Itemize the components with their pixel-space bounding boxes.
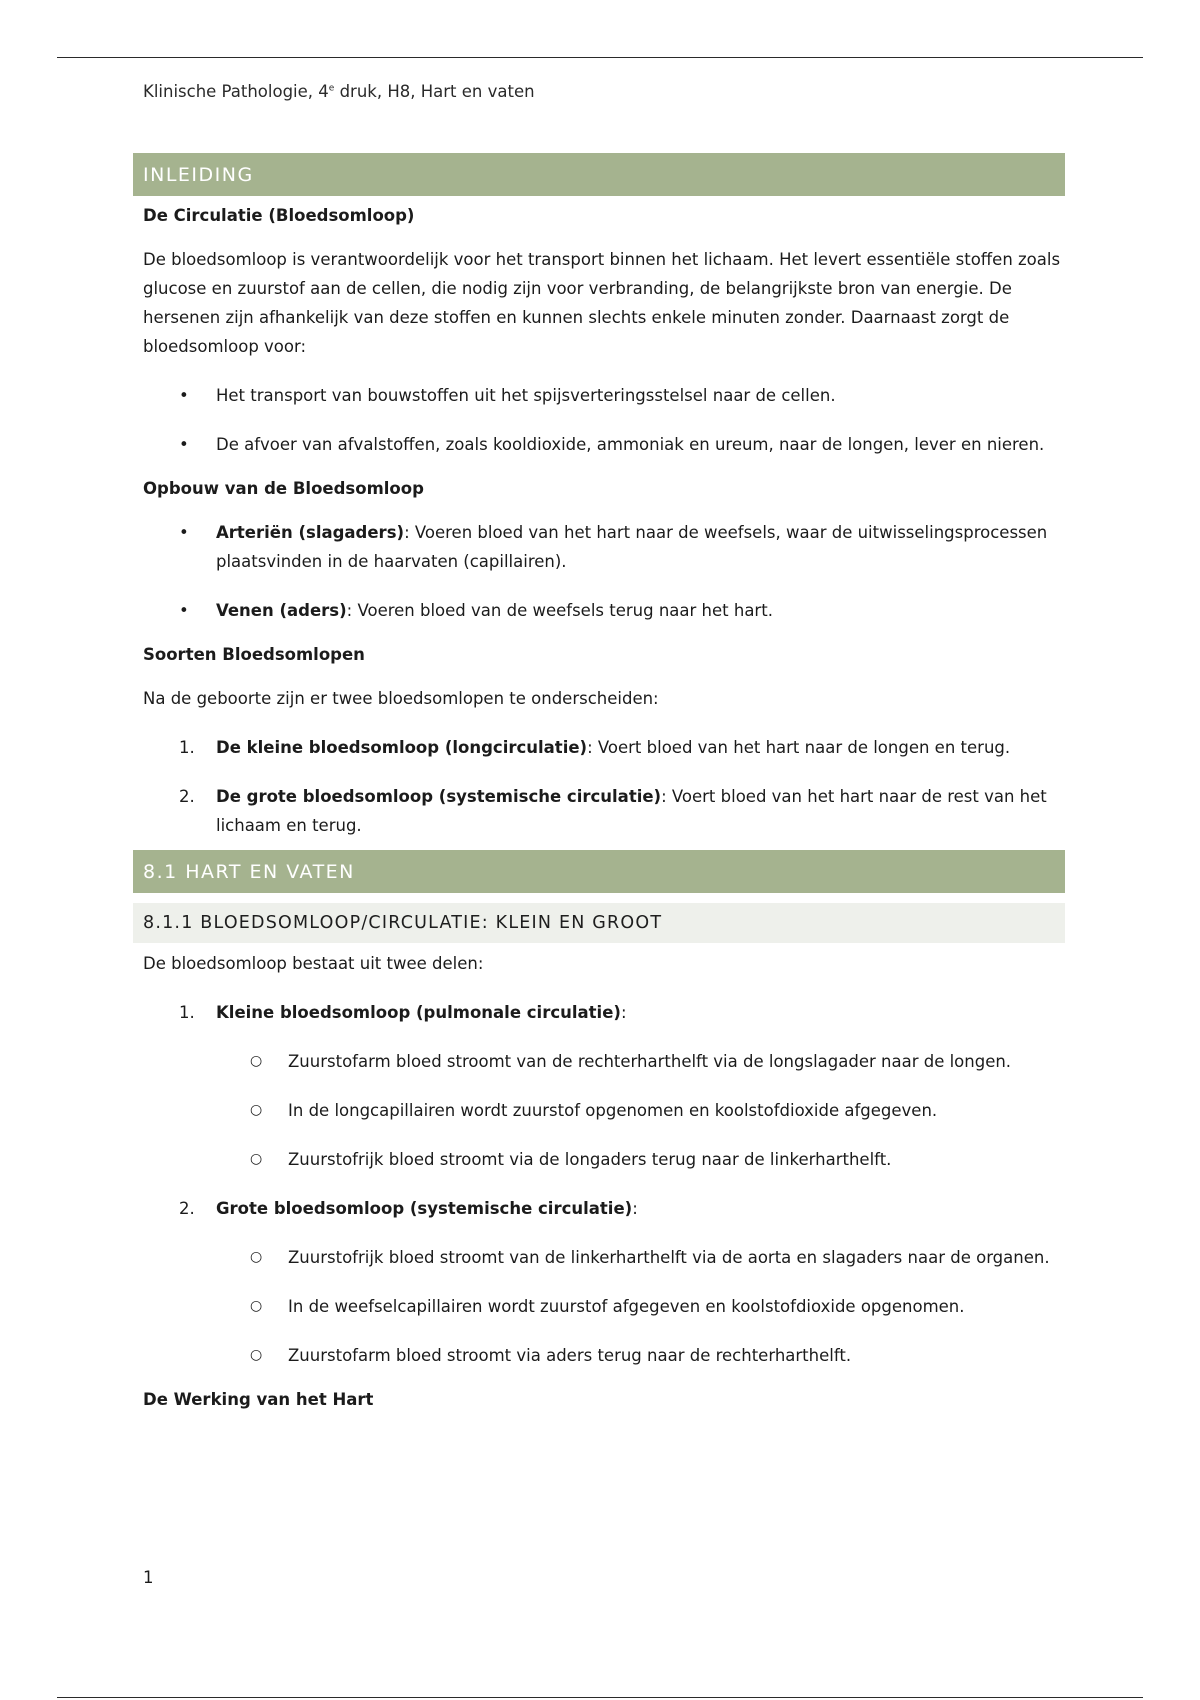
- subheading-opbouw: Opbouw van de Bloedsomloop: [143, 479, 424, 498]
- circle-bullet-icon: ○: [250, 1151, 263, 1167]
- circle-bullet-icon: ○: [250, 1347, 263, 1363]
- list-item: ○ In de longcapillairen wordt zuurstof opgenomen en koolstofdioxide afgegeven.: [143, 1096, 1065, 1125]
- list-item: 1. De kleine bloedsomloop (longcirculatie): Voert bloed van het hart naar de longen en terug.: [179, 738, 1011, 757]
- bullet-icon: •: [179, 435, 189, 454]
- section-heading-hart-en-vaten: 8.1 HART EN VATEN: [133, 850, 1065, 893]
- list-item: ○ In de weefselcapillairen wordt zuurstof afgegeven en koolstofdioxide opgenomen.: [143, 1292, 1065, 1321]
- section-heading-inleiding: INLEIDING: [133, 153, 1065, 196]
- list-item: ○ Zuurstofrijk bloed stroomt via de longaders terug naar de linkerharthelft.: [143, 1145, 1065, 1174]
- bottom-rule: [57, 1697, 1143, 1698]
- list-item: ○ Zuurstofarm bloed stroomt via aders terug naar de rechterharthelft.: [143, 1341, 1065, 1370]
- bullet-icon: •: [179, 386, 189, 405]
- subheading-soorten: Soorten Bloedsomlopen: [143, 645, 365, 664]
- circulation-parts-list: [143, 998, 1065, 1370]
- list-item: 2. De grote bloedsomloop (systemische circulatie): Voert bloed van het hart naar de rest van het lichaam en terug.: [179, 787, 1047, 835]
- page-number: 1: [143, 1568, 154, 1587]
- systemische-steps-list: [143, 1243, 1065, 1370]
- list-item: ○ Zuurstofarm bloed stroomt van de rechterharthelft via de longslagader naar de longen.: [143, 1047, 1065, 1076]
- bullet-icon: •: [179, 523, 189, 542]
- circle-bullet-icon: ○: [250, 1249, 263, 1265]
- circle-bullet-icon: ○: [250, 1053, 263, 1069]
- running-header: Klinische Pathologie, 4e druk, H8, Hart en vaten: [143, 82, 535, 101]
- circle-bullet-icon: ○: [250, 1102, 263, 1118]
- subheading-werking-hart: De Werking van het Hart: [143, 1390, 374, 1409]
- bullet-icon: •: [179, 601, 189, 620]
- list-item: • Venen (aders): Voeren bloed van de weefsels terug naar het hart.: [143, 596, 1065, 625]
- subsection-heading-bloedsomloop: 8.1.1 BLOEDSOMLOOP/CIRCULATIE: KLEIN EN GROOT: [133, 903, 1065, 943]
- list-item: 2. Grote bloedsomloop (systemische circulatie):: [179, 1199, 638, 1218]
- top-rule: [57, 57, 1143, 58]
- bloedsomloop-intro: De bloedsomloop bestaat uit twee delen:: [143, 954, 484, 973]
- list-item: • Het transport van bouwstoffen uit het spijsverteringsstelsel naar de cellen.: [143, 381, 1065, 410]
- intro-paragraph: De bloedsomloop is verantwoordelijk voor het transport binnen het lichaam. Het levert essentiële stoffen zoals glucose en zuurstof aan de cellen, die nodig zijn voor verbranding, de belangrijkste bron van energie. De hersenen zijn afhankelijk van deze stoffen en kunnen slechts enkele minuten zonder. Daarnaast zorgt de bloedsomloop voor:: [143, 250, 1061, 356]
- soorten-list: [143, 733, 1065, 840]
- list-item: • Arteriën (slagaders): Voeren bloed van het hart naar de weefsels, waar de uitwisselingsprocessen plaatsvinden in de haarvaten (capillairen).: [143, 518, 1065, 576]
- pulmonale-steps-list: [143, 1047, 1065, 1174]
- circle-bullet-icon: ○: [250, 1298, 263, 1314]
- list-item: ○ Zuurstofrijk bloed stroomt van de linkerharthelft via de aorta en slagaders naar de organen.: [143, 1243, 1065, 1272]
- subheading-circulatie: De Circulatie (Bloedsomloop): [143, 206, 415, 225]
- list-item: 1. Kleine bloedsomloop (pulmonale circulatie):: [179, 1003, 627, 1022]
- document-body: [143, 153, 1065, 1409]
- bloedsomloop-functions-list: [143, 381, 1065, 459]
- opbouw-list: [143, 518, 1065, 625]
- soorten-intro: Na de geboorte zijn er twee bloedsomlopen te onderscheiden:: [143, 689, 659, 708]
- list-item: • De afvoer van afvalstoffen, zoals kooldioxide, ammoniak en ureum, naar de longen, lever en nieren.: [143, 430, 1065, 459]
